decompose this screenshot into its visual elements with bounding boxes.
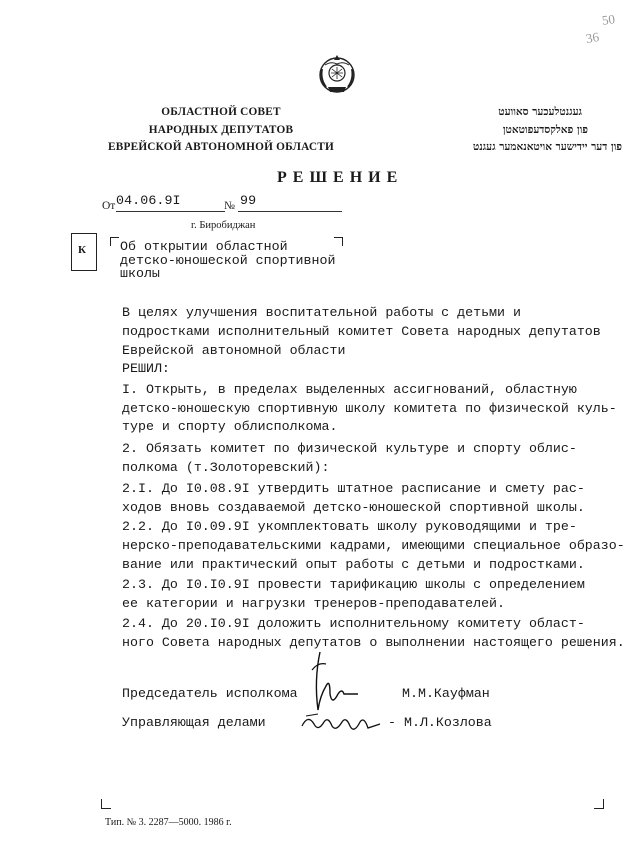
document-title: РЕШЕНИЕ: [277, 169, 404, 186]
body-line-17: 2.4. До 20.I0.9I доложить исполнительному комитету област-: [122, 616, 585, 631]
signature-name-1: М.М.Кауфман: [402, 686, 490, 701]
body-line-16: ее категории и нагрузки тренеров-преподавателей.: [122, 596, 506, 611]
subject: [120, 240, 335, 281]
body-line-3: Еврейской автономной области: [122, 343, 346, 358]
page-number-mark: 50: [600, 11, 616, 28]
header-left-line-1: ОБЛАСТНОЙ СОВЕТ: [161, 106, 281, 118]
body-line-12: 2.2. До I0.09.9I укомплектовать школу руководящими и тре-: [122, 519, 577, 534]
print-info: Тип. № 3. 2287—5000. 1986 г.: [105, 817, 232, 828]
header-right: [370, 104, 626, 157]
signature-role-2: Управляющая делами: [122, 715, 266, 730]
body-line-18: ного Совета народных депутатов о выполнении настоящего решения.: [122, 635, 625, 650]
subject-line-2: детско-юношеской спортивной: [120, 252, 336, 268]
body-line-8: 2. Обязать комитет по физической культуре и спорту облис-: [122, 441, 577, 456]
corner-mark-bottom-left: [101, 799, 111, 809]
k-label: К: [78, 244, 86, 256]
header-left-line-2: НАРОДНЫХ ДЕПУТАТОВ: [148, 123, 294, 136]
body-line-9: полкома (т.Золоторевский):: [122, 460, 330, 475]
subject-line-3: школы: [120, 266, 160, 282]
date-label: От: [102, 200, 116, 212]
body-line-11: ходов вновь создаваемой детско-юношеской спортивной школы.: [122, 500, 585, 515]
document-number: 99: [238, 193, 342, 212]
number-label: №: [224, 200, 235, 212]
subject-line-1: Об открытии областной: [120, 239, 288, 254]
body-line-6: детско-юношескую спортивную школу комитета по физической куль-: [122, 401, 617, 416]
body-line-7: туре и спорту облисполкома.: [122, 419, 338, 434]
header-left-line-3: ЕВРЕЙСКОЙ АВТОНОМНОЙ ОБЛАСТИ: [108, 141, 334, 153]
city: г. Биробиджан: [191, 220, 256, 231]
signature-role-1: Председатель исполкома: [122, 686, 298, 701]
page-number-mark-2: 36: [584, 28, 601, 47]
document-date: 04.06.9I: [116, 193, 225, 212]
body-line-13: нерско-преподавательскими кадрами, имеющими специальное образо-: [122, 538, 625, 553]
header-right-line-1: געגנטלעכער סאוועט: [498, 106, 582, 118]
subject-bracket-left: [110, 237, 119, 246]
body-line-1: В целях улучшения воспитательной работы с детьми и: [122, 305, 521, 320]
body-line-14: вание или практический опыт работы с детьми и подростками.: [122, 557, 585, 572]
k-box: [71, 233, 97, 271]
body-line-4: РЕШИЛ:: [122, 361, 170, 376]
corner-mark-bottom-right: [594, 799, 604, 809]
body-line-10: 2.I. До I0.08.9I утвердить штатное расписание и смету рас-: [122, 481, 585, 496]
signature-name-2: - М.Л.Козлова: [388, 715, 492, 730]
body-line-2: подростками исполнительный комитет Совета народных депутатов: [122, 324, 601, 339]
header-right-line-3: פון דער יידישער אויטאנאמער געגנט: [472, 141, 622, 153]
header-right-line-2: פון פאלקסדעפוטאטן: [502, 123, 588, 136]
body-line-5: I. Открыть, в пределах выделенных ассигнований, областную: [122, 382, 577, 397]
state-emblem: [316, 53, 358, 95]
header-left: [98, 104, 344, 157]
body-line-15: 2.3. До I0.I0.9I провести тарификацию школы с определением: [122, 577, 585, 592]
handwritten-signature-manager: [298, 706, 388, 742]
